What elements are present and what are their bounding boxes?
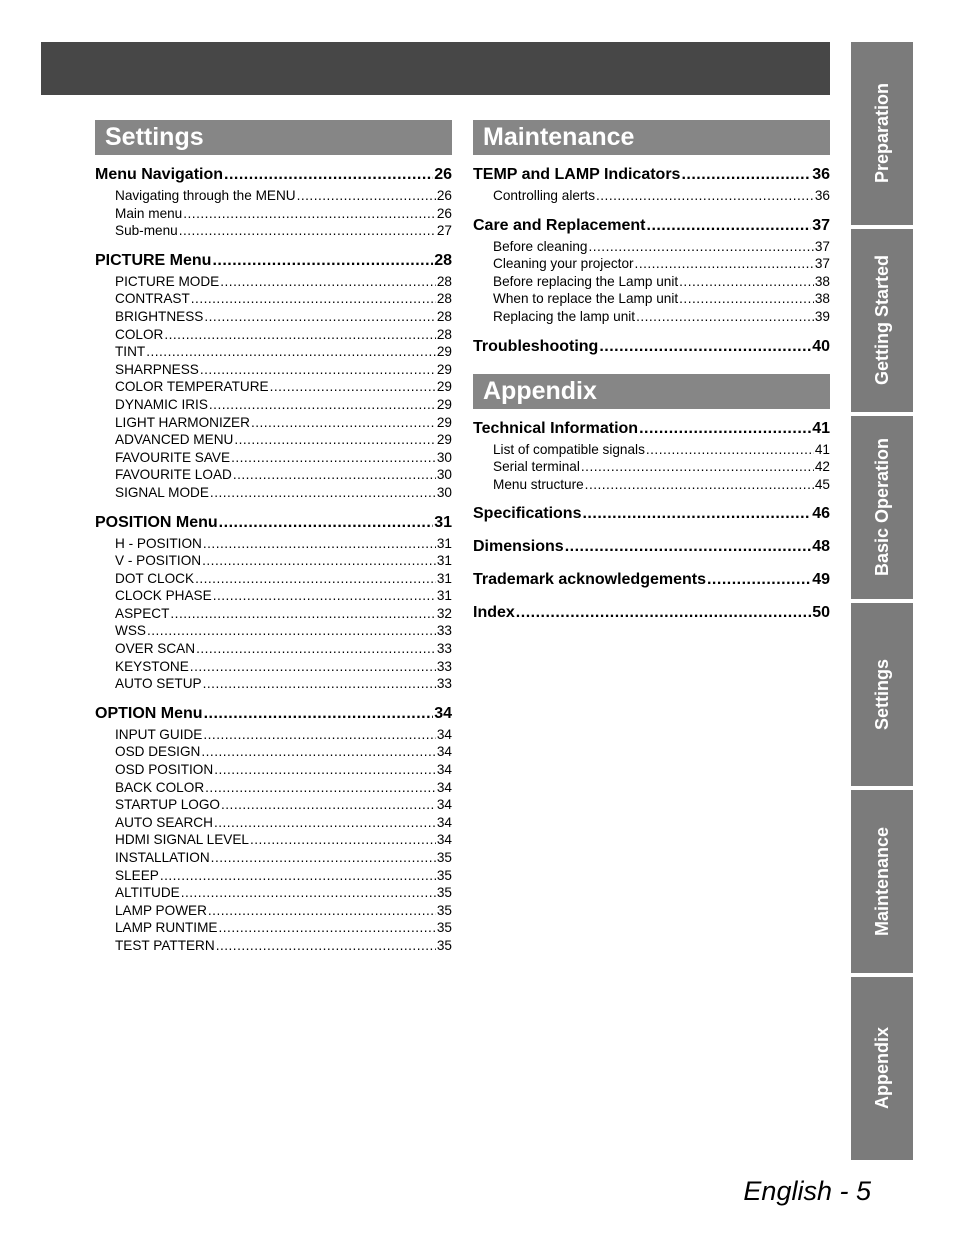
toc-subentry[interactable] [95,849,452,867]
entry-page-number: 33 [436,658,452,674]
entry-page-number: 35 [436,867,452,883]
entry-page-number: 26 [436,188,452,203]
tab-maintenance[interactable] [851,790,913,973]
settings-heading: Settings [95,120,452,155]
entry-page-number: 36 [814,188,830,203]
dot-leader [647,214,812,238]
entry-page-number: 29 [436,361,452,377]
entry-page-number: 46 [812,505,830,523]
dot-leader [203,675,436,693]
entry-page-number: 41 [814,441,830,457]
entry-page-number: 34 [436,832,452,848]
entry-page-number: 34 [434,704,452,722]
entry-page-number: 26 [436,205,452,221]
entry-page-number: 34 [436,797,452,813]
entry-page-number: 30 [436,484,452,500]
toc-entry[interactable] [473,601,830,625]
entry-title: Trademark acknowledgements [473,571,706,589]
dot-leader [565,535,812,559]
page-footer: English - 5 [743,1176,871,1206]
entry-title: OSD POSITION [115,762,214,778]
toc-subentry[interactable] [95,919,452,937]
entry-page-number: 33 [436,623,452,639]
toc-subentry[interactable] [473,238,830,256]
toc-subentry[interactable] [95,726,452,744]
dot-leader [213,587,436,605]
tab-preparation[interactable] [851,42,913,225]
settings-column [95,120,452,964]
dot-leader [214,814,436,832]
dot-leader [202,552,436,570]
tab-appendix[interactable] [851,977,913,1160]
toc-group [95,163,452,240]
toc-group [473,535,830,559]
entry-title: AUTO SEARCH [115,814,213,830]
entry-page-number: 32 [436,605,452,621]
dot-leader [679,273,814,291]
toc-subentry[interactable] [473,441,830,459]
toc-subentry[interactable] [95,884,452,902]
entry-title: BRIGHTNESS [115,308,204,324]
entry-title: WSS [115,623,146,639]
entry-title: ALTITUDE [115,885,180,901]
dot-leader [224,163,433,187]
entry-page-number: 36 [812,166,830,183]
toc-entry[interactable] [473,163,830,187]
dot-leader [195,570,436,588]
entry-title: CONTRAST [115,291,190,307]
entry-title: Care and Replacement [473,216,646,234]
toc-subentry[interactable] [95,431,452,449]
dot-leader [205,779,436,797]
dot-leader [582,502,811,526]
entry-title: List of compatible signals [493,441,645,457]
entry-title: When to replace the Lamp unit [493,291,679,307]
toc-subentry[interactable] [95,308,452,326]
entry-title: POSITION Menu [95,513,218,531]
entry-title: BACK COLOR [115,779,205,795]
entry-title: LAMP RUNTIME [115,920,218,936]
entry-page-number: 34 [436,779,452,795]
dot-leader [599,335,811,359]
entry-title: Replacing the lamp unit [493,308,636,324]
toc-subentry[interactable] [95,361,452,379]
toc-group [95,249,452,502]
entry-title: SIGNAL MODE [115,484,209,500]
dot-leader [250,831,436,849]
toc-group [95,702,452,955]
entry-page-number: 28 [436,308,452,324]
dot-leader [209,396,436,414]
toc-entry[interactable] [473,335,830,359]
toc-subentry[interactable] [473,255,830,273]
toc-subentry[interactable] [95,396,452,414]
toc-subentry[interactable] [95,937,452,955]
entry-title: AUTO SETUP [115,676,202,692]
entry-page-number: 50 [812,604,830,622]
toc-subentry[interactable] [95,867,452,885]
entry-title: H - POSITION [115,535,202,551]
entry-page-number: 33 [436,641,452,657]
tab-label: Settings [871,658,892,730]
dot-leader [220,273,436,291]
toc-group [473,568,830,592]
toc-subentry[interactable] [95,658,452,676]
toc-subentry[interactable] [95,187,452,205]
dot-leader [196,640,436,658]
dot-leader [297,187,436,205]
dot-leader [146,343,436,361]
dot-leader [183,205,436,223]
dot-leader [216,937,436,955]
toc-group [473,335,830,359]
entry-page-number: 41 [812,419,830,437]
entry-page-number: 28 [434,251,452,269]
entry-title: OVER SCAN [115,641,196,657]
dot-leader [190,658,436,676]
dot-leader [681,163,811,187]
toc-subentry[interactable] [95,343,452,361]
entry-page-number: 29 [436,414,452,430]
entry-title: Index [473,604,515,622]
entry-page-number: 40 [812,337,830,355]
entry-title: Specifications [473,505,582,523]
dot-leader [204,702,434,726]
entry-title: CLOCK PHASE [115,588,212,604]
entry-page-number: 34 [436,814,452,830]
entry-page-number: 31 [436,535,452,551]
entry-title: FAVOURITE SAVE [115,449,231,465]
entry-page-number: 29 [436,344,452,360]
right-column [473,120,830,634]
dot-leader [211,849,436,867]
entry-title: TINT [115,344,146,360]
toc-subentry[interactable] [95,552,452,570]
dot-leader [200,361,436,379]
entry-title: HDMI SIGNAL LEVEL [115,832,249,848]
entry-title: ASPECT [115,605,170,621]
dot-leader [181,884,436,902]
entry-title: Cleaning your projector [493,256,634,272]
dot-leader [707,568,811,592]
toc-group [473,417,830,494]
entry-title: LIGHT HARMONIZER [115,414,250,430]
entry-page-number: 37 [814,238,830,254]
entry-page-number: 26 [434,166,452,183]
entry-title: OPTION Menu [95,704,203,722]
entry-title: Menu structure [493,476,584,492]
dot-leader [516,601,811,625]
toc-subentry[interactable] [95,761,452,779]
header-bar [41,42,830,95]
entry-title: KEYSTONE [115,658,189,674]
tab-basic-operation[interactable] [851,416,913,599]
entry-title: Before replacing the Lamp unit [493,273,679,289]
dot-leader [204,308,436,326]
side-tabs [851,42,913,1164]
entry-title: STARTUP LOGO [115,797,220,813]
toc-group [95,511,452,693]
toc-entry[interactable] [95,249,452,273]
entry-page-number: 49 [812,571,830,589]
entry-title: OSD DESIGN [115,744,201,760]
entry-page-number: 31 [434,513,452,531]
dot-leader [203,726,436,744]
tab-label: Maintenance [871,826,892,937]
entry-title: V - POSITION [115,553,202,569]
entry-page-number: 45 [814,476,830,492]
dot-leader [585,476,814,494]
dot-leader [208,902,436,920]
dot-leader [191,290,436,308]
toc-subentry[interactable] [95,605,452,623]
entry-title: PICTURE Menu [95,251,212,269]
toc-subentry[interactable] [95,290,452,308]
toc-subentry[interactable] [95,814,452,832]
entry-title: INPUT GUIDE [115,726,203,742]
dot-leader [147,622,436,640]
entry-page-number: 37 [814,256,830,272]
entry-page-number: 27 [436,223,452,239]
toc-subentry[interactable] [473,273,830,291]
toc-subentry[interactable] [95,378,452,396]
maintenance-entries [473,163,830,359]
dot-leader [164,326,436,344]
entry-page-number: 34 [436,726,452,742]
entry-page-number: 31 [436,570,452,586]
toc-subentry[interactable] [95,779,452,797]
toc-subentry[interactable] [473,458,830,476]
entry-title: Sub-menu [115,223,178,239]
toc-subentry[interactable] [473,187,830,205]
entry-title: Before cleaning [493,238,588,254]
toc-subentry[interactable] [95,449,452,467]
entry-page-number: 35 [436,850,452,865]
toc-entry[interactable] [95,511,452,535]
toc-subentry[interactable] [95,640,452,658]
toc-subentry[interactable] [95,414,452,432]
toc-subentry[interactable] [95,743,452,761]
toc-entry[interactable] [473,568,830,592]
dot-leader [679,290,814,308]
toc-subentry[interactable] [95,587,452,605]
toc-group [473,601,830,625]
tab-settings[interactable] [851,603,913,786]
tab-label: Preparation [871,83,892,184]
dot-leader [251,414,436,432]
entry-title: PICTURE MODE [115,273,220,289]
entry-page-number: 38 [814,273,830,289]
toc-entry[interactable] [473,417,830,441]
entry-page-number: 34 [436,762,452,778]
dot-leader [639,417,811,441]
entry-title: Menu Navigation [95,166,224,183]
settings-entries [95,163,452,955]
entry-title: Navigating through the MENU [115,188,296,203]
entry-title: TEMP and LAMP Indicators [473,166,681,183]
entry-page-number: 35 [436,920,452,936]
dot-leader [234,431,436,449]
entry-title: DOT CLOCK [115,570,195,586]
entry-page-number: 29 [436,379,452,395]
dot-leader [214,761,436,779]
entry-title: ADVANCED MENU [115,432,234,448]
dot-leader [212,249,433,273]
toc-group [473,502,830,526]
entry-title: INSTALLATION [115,850,210,865]
dot-leader [221,796,436,814]
entry-title: Controlling alerts [493,188,595,203]
toc-subentry[interactable] [95,675,452,693]
toc-subentry[interactable] [95,466,452,484]
toc-subentry[interactable] [95,796,452,814]
toc-group [473,214,830,326]
entry-page-number: 42 [814,459,830,475]
toc-entry[interactable] [473,535,830,559]
dot-leader [201,743,436,761]
dot-leader [231,449,436,467]
toc-subentry[interactable] [95,622,452,640]
dot-leader [160,867,436,885]
entry-page-number: 28 [436,273,452,289]
dot-leader [588,238,813,256]
entry-page-number: 35 [436,937,452,953]
entry-page-number: 33 [436,676,452,692]
entry-page-number: 28 [436,326,452,342]
entry-page-number: 29 [436,396,452,412]
entry-title: COLOR TEMPERATURE [115,379,269,395]
entry-title: Main menu [115,205,183,221]
tab-label: Appendix [871,1027,892,1110]
toc-subentry[interactable] [473,308,830,326]
entry-page-number: 31 [436,553,452,569]
entry-title: COLOR [115,326,164,342]
entry-page-number: 28 [436,291,452,307]
dot-leader [218,919,435,937]
dot-leader [635,255,814,273]
dot-leader [581,458,814,476]
entry-title: LAMP POWER [115,902,207,918]
entry-page-number: 34 [436,744,452,760]
appendix-heading: Appendix [473,374,830,409]
toc-subentry[interactable] [95,902,452,920]
toc-subentry[interactable] [95,831,452,849]
toc-subentry[interactable] [95,535,452,553]
toc-group [473,163,830,205]
dot-leader [219,511,434,535]
entry-title: DYNAMIC IRIS [115,396,208,412]
toc-entry[interactable] [473,502,830,526]
entry-page-number: 35 [436,885,452,901]
entry-title: Technical Information [473,419,639,437]
toc-subentry[interactable] [95,205,452,223]
entry-title: Dimensions [473,538,564,556]
toc-subentry[interactable] [95,273,452,291]
entry-page-number: 35 [436,902,452,918]
dot-leader [270,378,436,396]
toc-subentry[interactable] [95,222,452,240]
tab-label: Basic Operation [871,438,892,577]
toc-entry[interactable] [473,214,830,238]
dot-leader [203,535,436,553]
entry-title: SLEEP [115,867,159,883]
entry-page-number: 29 [436,432,452,448]
maintenance-heading: Maintenance [473,120,830,155]
dot-leader [646,441,814,459]
entry-title: SHARPNESS [115,361,199,377]
entry-page-number: 48 [812,538,830,556]
toc-subentry[interactable] [473,476,830,494]
entry-page-number: 30 [436,467,452,483]
dot-leader [210,484,436,502]
entry-title: Serial terminal [493,459,580,475]
dot-leader [233,466,436,484]
entry-title: FAVOURITE LOAD [115,467,232,483]
entry-page-number: 31 [436,588,452,604]
tab-label: Getting Started [871,255,892,386]
tab-getting-started[interactable] [851,229,913,412]
dot-leader [596,187,814,205]
entry-title: Troubleshooting [473,337,599,355]
entry-page-number: 30 [436,449,452,465]
entry-page-number: 37 [812,216,830,234]
dot-leader [170,605,435,623]
toc-subentry[interactable] [473,290,830,308]
toc-subentry[interactable] [95,326,452,344]
entry-title: TEST PATTERN [115,937,215,953]
toc-entry[interactable] [95,163,452,187]
toc-entry[interactable] [95,702,452,726]
toc-subentry[interactable] [95,484,452,502]
dot-leader [636,308,814,326]
entry-page-number: 39 [814,308,830,324]
appendix-entries [473,417,830,626]
dot-leader [179,222,436,240]
entry-page-number: 38 [814,291,830,307]
toc-subentry[interactable] [95,570,452,588]
